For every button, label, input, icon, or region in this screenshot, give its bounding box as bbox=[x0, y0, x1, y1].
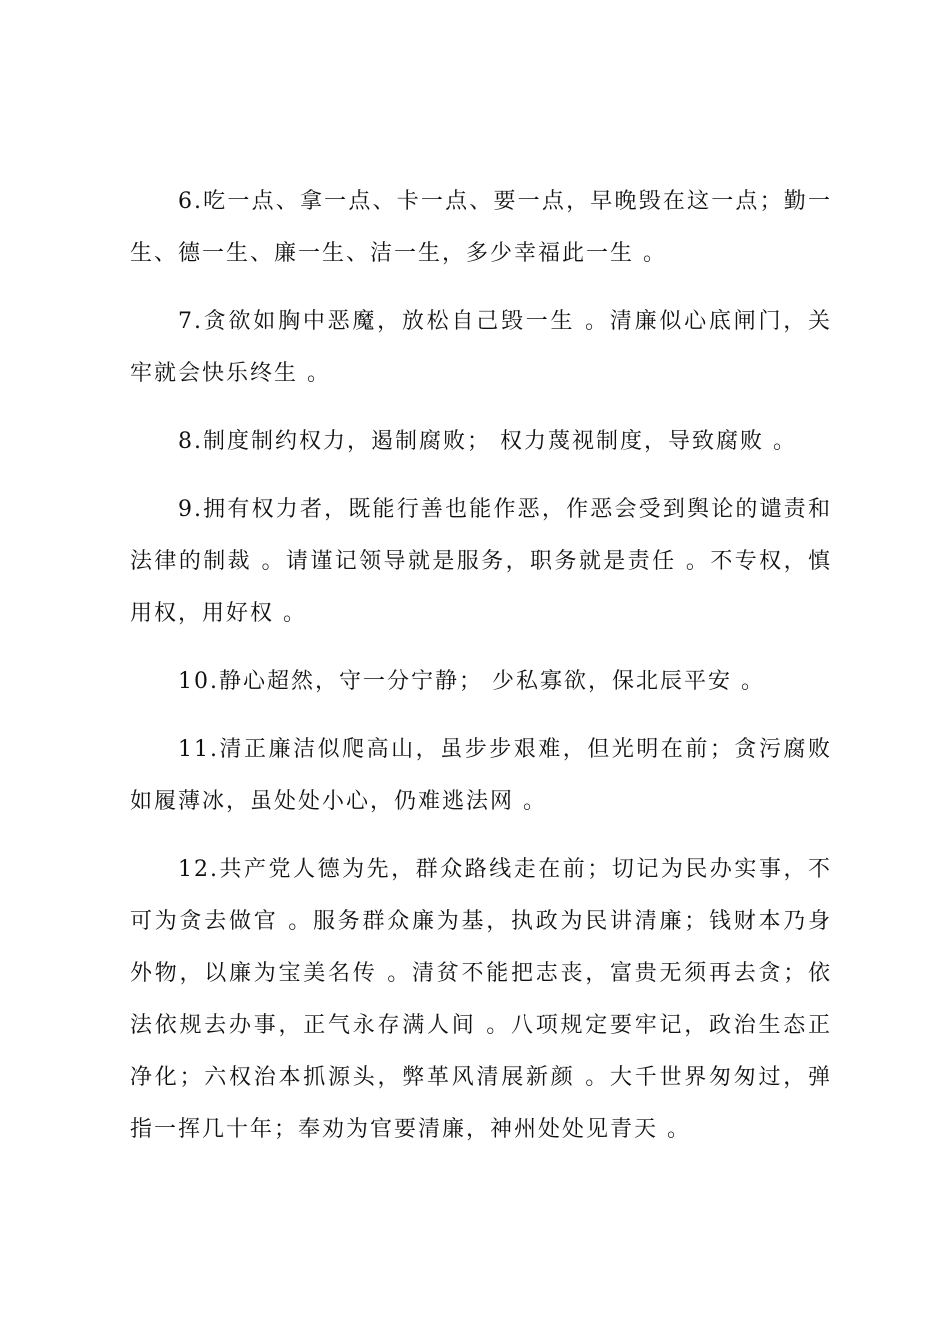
paragraph-item-8: 8.制度制约权力，遏制腐败； 权力蔑视制度，导致腐败 。 bbox=[178, 429, 797, 454]
paragraph-item-9: 9.拥有权力者，既能行善也能作恶，作恶会受到舆论的谴责和法律的制裁 。请谨记领导就是服务，职务就是责任 。不专权，慎用权，用好权 。 bbox=[130, 497, 832, 626]
paragraph-item-7: 7.贪欲如胸中恶魔，放松自己毁一生 。清廉似心底闸门，关牢就会快乐终生 。 bbox=[130, 309, 832, 386]
document-body bbox=[130, 176, 832, 1172]
paragraph-item-11: 11.清正廉洁似爬高山，虽步步艰难，但光明在前；贪污腐败如履薄冰，虽处处小心，仍难逃法网 。 bbox=[130, 737, 832, 814]
paragraph-item-12: 12.共产党人德为先，群众路线走在前；切记为民办实事，不可为贪去做官 。服务群众廉为基，执政为民讲清廉；钱财本乃身外物，以廉为宝美名传 。清贫不能把志丧，富贵无须再去贪；依法依规去办事，正气永存满人间 。八项规定要牢记，政治生态正净化；六权治本抓源头，弊革风清展新颜 。大千世界匆匆过，弹指一挥几十年；奉劝为官要清廉，神州处处见青天 。 bbox=[130, 857, 832, 1142]
paragraph-item-10: 10.静心超然，守一分宁静； 少私寡欲，保北辰平安 。 bbox=[178, 669, 765, 694]
paragraph-item-6: 6.吃一点、拿一点、卡一点、要一点，早晚毁在这一点；勤一生、德一生、廉一生、洁一生，多少幸福此一生 。 bbox=[130, 189, 832, 266]
